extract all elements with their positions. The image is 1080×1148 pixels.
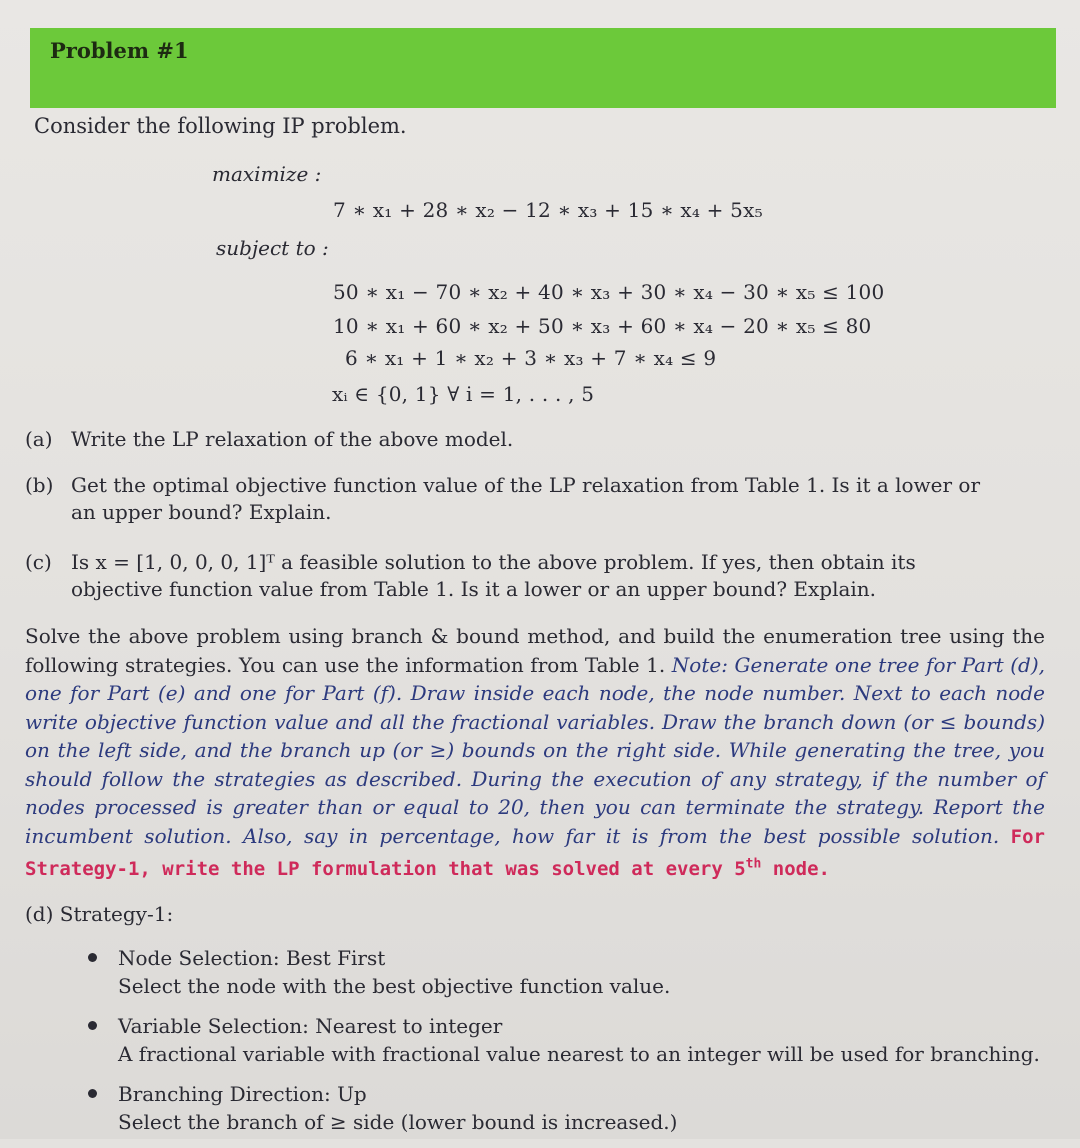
strategy-item <box>88 944 1048 1000</box>
bullet-icon <box>88 1089 97 1098</box>
highlight-superscript: th <box>745 857 762 872</box>
binary-constraint: xᵢ ∈ {0, 1} ∀ i = 1, . . . , 5 <box>332 382 595 406</box>
question-a-label: (a) <box>25 427 53 451</box>
bullet-icon <box>88 1021 97 1030</box>
maximize-label: maximize : <box>212 162 322 186</box>
question-b-text: Get the optimal objective function value of the LP relaxation from Table 1. Is it a lower or an upper bound? Explain. <box>71 473 981 524</box>
constraint-1: 50 ∗ x₁ − 70 ∗ x₂ + 40 ∗ x₃ + 30 ∗ x₄ − 30 ∗ x₅ ≤ 100 <box>333 280 885 304</box>
strategy-item <box>88 1080 1048 1136</box>
strategy-item-desc: Select the branch of ≥ side (lower bound is increased.) <box>118 1110 678 1134</box>
strategy-item-desc: A fractional variable with fractional value nearest to an integer will be used for branching. <box>118 1042 1040 1066</box>
question-c-text: Is x = [1, 0, 0, 0, 1]ᵀ a feasible solution to the above problem. If yes, then obtain its objective function value from Table 1. Is it a lower or an upper bound? Explain. <box>71 550 916 601</box>
intro-text: Consider the following IP problem. <box>34 114 407 138</box>
constraint-2: 10 ∗ x₁ + 60 ∗ x₂ + 50 ∗ x₃ + 60 ∗ x₄ − 20 ∗ x₅ ≤ 80 <box>333 314 872 338</box>
instructions-paragraph <box>25 622 1045 884</box>
question-a-text: Write the LP relaxation of the above model. <box>71 427 514 451</box>
subject-to-label: subject to : <box>216 236 329 260</box>
problem-title: Problem #1 <box>50 38 189 63</box>
strategy-item-head: Variable Selection: Nearest to integer <box>118 1014 503 1038</box>
question-c-label: (c) <box>25 550 52 574</box>
instructions-plain: Solve the above problem using branch & bound method, and build the enumeration tree using the following strategies. You can use the information from Table 1. <box>25 624 1045 677</box>
constraint-3: 6 ∗ x₁ + 1 ∗ x₂ + 3 ∗ x₃ + 7 ∗ x₄ ≤ 9 <box>345 346 717 370</box>
part-d-label: (d) Strategy-1: <box>25 902 174 926</box>
bullet-icon <box>88 953 97 962</box>
highlight-text: For Strategy-1, write the LP formulation that was solved at every 5 <box>25 825 1045 881</box>
strategy-item-head: Branching Direction: Up <box>118 1082 367 1106</box>
problem-header-banner <box>30 28 1056 108</box>
objective-function: 7 ∗ x₁ + 28 ∗ x₂ − 12 ∗ x₃ + 15 ∗ x₄ + 5x₅ <box>333 198 763 222</box>
strategy-list <box>88 944 1048 1148</box>
instructions-note: Note: Generate one tree for Part (d), one for Part (e) and one for Part (f). Draw inside each node, the node number. Next to each node write objective function value and all the fractional variables. Draw the branch down (or ≤ bounds) on the left side, and the branch up (or ≥) bounds on the right side. While generating the tree, you should follow the strategies as described. During the execution of any strategy, if the number of nodes processed is greater than or equal to 20, then you can terminate the strategy. Report the incumbent solution. Also, say in percentage, how far it is from the best possible solution. <box>25 652 1046 848</box>
question-b-label: (b) <box>25 473 54 497</box>
highlight-end: node. <box>772 858 830 881</box>
strategy-item-head: Node Selection: Best First <box>118 946 386 970</box>
strategy-item-desc: Select the node with the best objective function value. <box>118 974 671 998</box>
strategy-item <box>88 1012 1048 1068</box>
